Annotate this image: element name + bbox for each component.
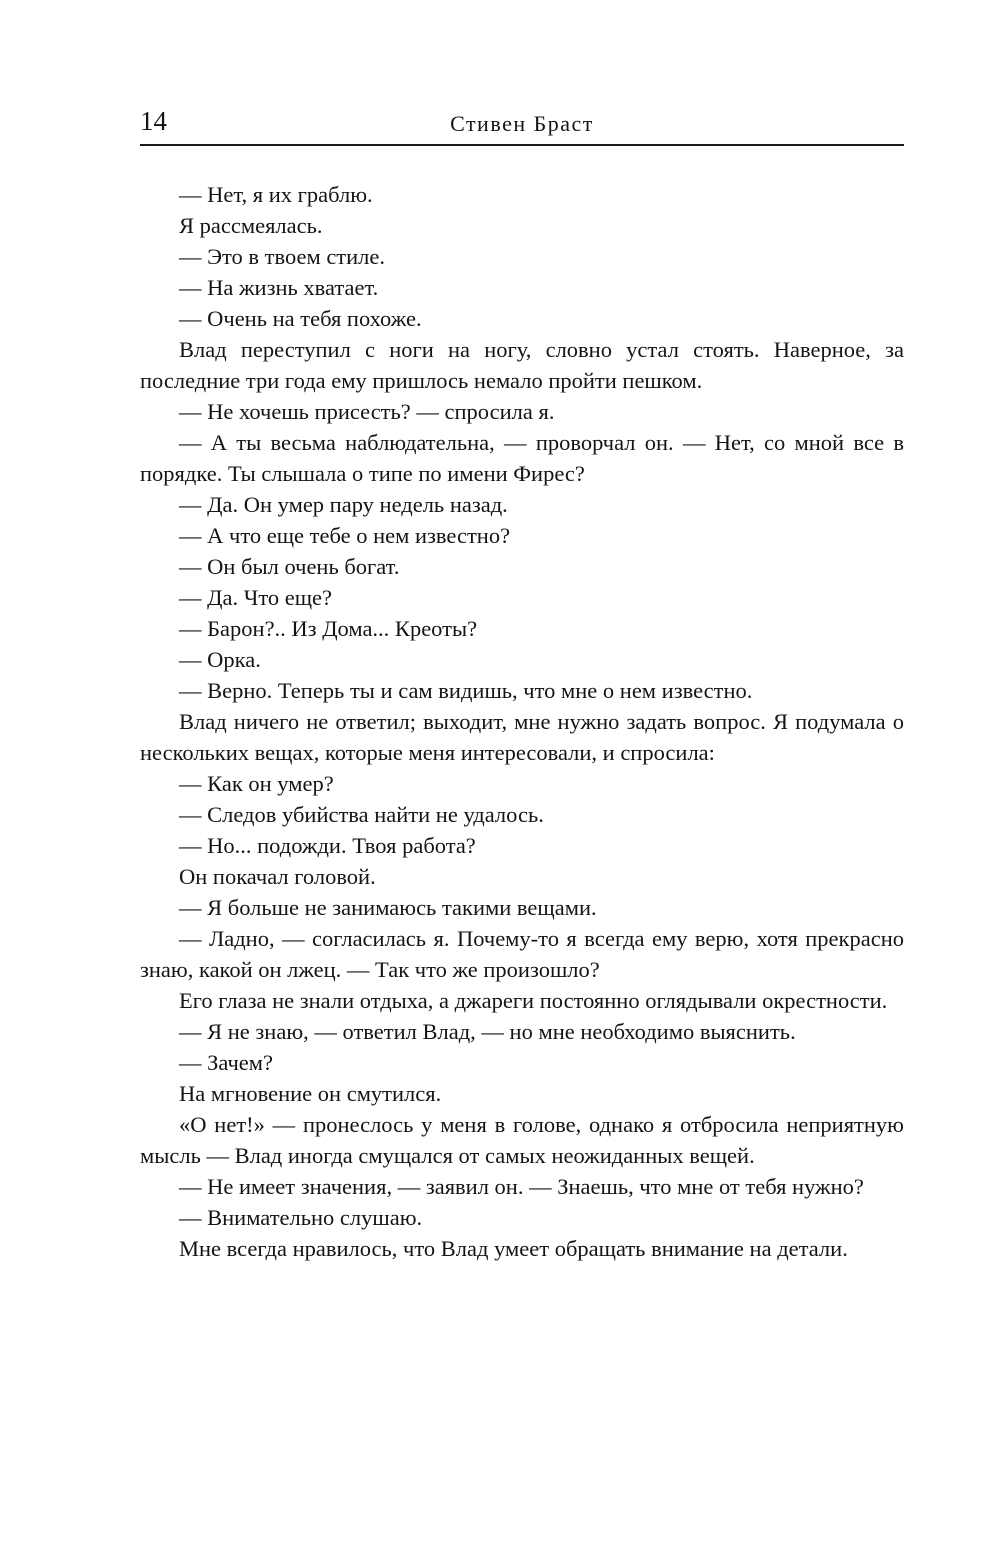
paragraph: — Орка. (179, 647, 261, 672)
paragraph: Влад переступил с ноги на ногу, словно устал стоять. Наверное, за последние три года ему пришлось немало пройти пешком. (140, 337, 904, 393)
paragraph: — Нет, я их граблю. (179, 182, 373, 207)
paragraph: — Он был очень богат. (179, 554, 400, 579)
running-title: Стивен Браст (450, 111, 594, 136)
paragraph: — А ты весьма наблюдательна, — проворчал он. — Нет, со мной все в порядке. Ты слышала о типе по имени Фирес? (140, 430, 904, 486)
page-number: 14 (140, 106, 167, 136)
paragraph: Он покачал головой. (179, 864, 376, 889)
paragraph: — Внимательно слушаю. (179, 1205, 423, 1230)
paragraph: — Это в твоем стиле. (179, 244, 386, 269)
paragraph: — Очень на тебя похоже. (179, 306, 422, 331)
page-header (140, 106, 904, 140)
paragraph: — Как он умер? (179, 771, 334, 796)
paragraph: — Я больше не занимаюсь такими вещами. (179, 895, 597, 920)
paragraph: — Зачем? (179, 1050, 274, 1075)
paragraph: — Барон?.. Из Дома... Креоты? (179, 616, 478, 641)
header-rule (140, 144, 904, 146)
paragraph: — Да. Что еще? (179, 585, 333, 610)
paragraph: — Верно. Теперь ты и сам видишь, что мне о нем известно. (179, 678, 753, 703)
paragraph: — Я не знаю, — ответил Влад, — но мне необходимо выяснить. (179, 1019, 796, 1044)
paragraph: — А что еще тебе о нем известно? (179, 523, 511, 548)
paragraph: Мне всегда нравилось, что Влад умеет обращать внимание на детали. (179, 1236, 848, 1261)
page-body (140, 179, 904, 1264)
paragraph: Влад ничего не ответил; выходит, мне нужно задать вопрос. Я подумала о нескольких вещах, которые меня интересовали, и спросила: (140, 709, 904, 765)
paragraph: — Да. Он умер пару недель назад. (179, 492, 508, 517)
paragraph: — Ладно, — согласилась я. Почему-то я всегда ему верю, хотя прекрасно знаю, какой он лжец. — Так что же произошло? (140, 926, 904, 982)
paragraph: На мгновение он смутился. (179, 1081, 442, 1106)
paragraph: Его глаза не знали отдыха, а джареги постоянно оглядывали окрестности. (179, 988, 888, 1013)
paragraph: — На жизнь хватает. (179, 275, 379, 300)
paragraph: — Не имеет значения, — заявил он. — Знаешь, что мне от тебя нужно? (179, 1174, 864, 1199)
paragraph: — Следов убийства найти не удалось. (179, 802, 544, 827)
paragraph: «О нет!» — пронеслось у меня в голове, однако я отбросила неприятную мысль — Влад иногда смущался от самых неожиданных вещей. (140, 1112, 904, 1168)
paragraph: — Не хочешь присесть? — спросила я. (179, 399, 555, 424)
paragraph: Я рассмеялась. (179, 213, 323, 238)
paragraph: — Но... подожди. Твоя работа? (179, 833, 476, 858)
